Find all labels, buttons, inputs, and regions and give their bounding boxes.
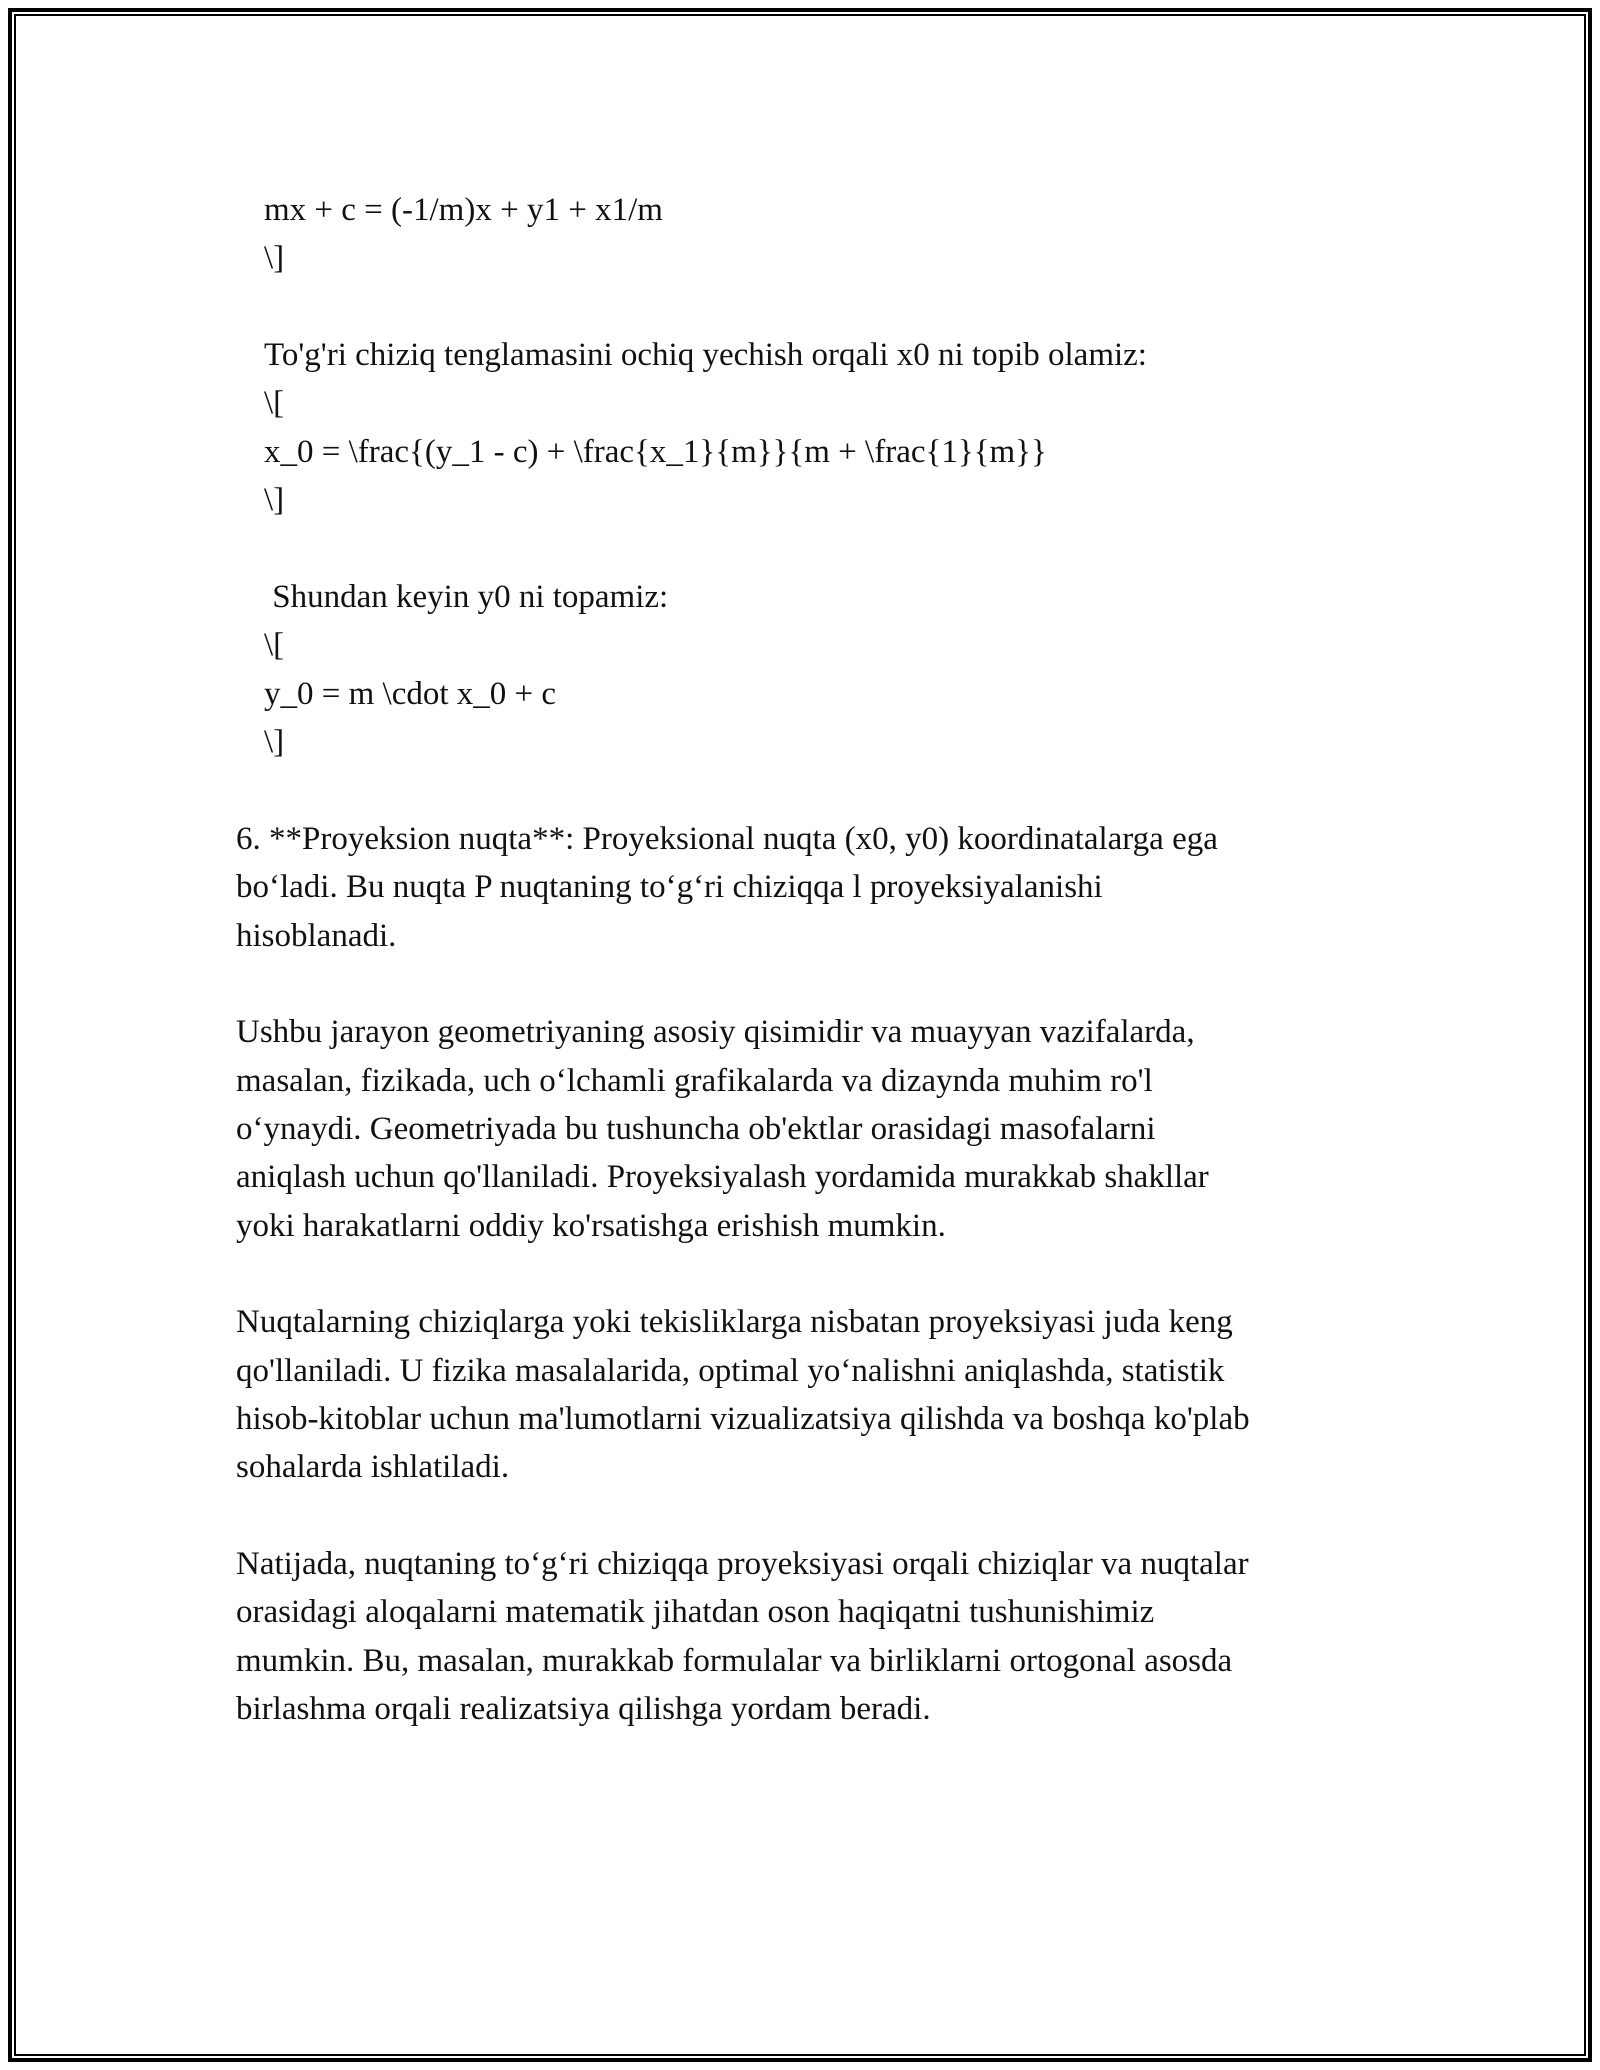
paragraph-line: 6. **Proyeksion nuqta**: Proyeksional nuqta (x0, y0) koordinatalarga ega [236, 821, 1218, 857]
display-math-open: \[ [264, 627, 285, 663]
formula-y0: y_0 = m \cdot x_0 + c [264, 676, 557, 712]
formula-x0: x_0 = \frac{(y_1 - c) + \frac{x_1}{m}}{m + \frac{1}{m}} [264, 434, 1047, 470]
formula-intro-text: Shundan keyin y0 ni topamiz: [264, 579, 669, 615]
paragraph-line: aniqlash uchun qo'llaniladi. Proyeksiyalash yordamida murakkab shakllar [236, 1159, 1209, 1195]
paragraph-line: yoki harakatlarni oddiy ko'rsatishga erishish mumkin. [236, 1208, 946, 1244]
paragraph-line: qo'llaniladi. U fizika masalalarida, optimal yo‘nalishni aniqlashda, statistik [236, 1353, 1225, 1389]
display-math-close: \] [264, 482, 285, 518]
display-math-close: \] [264, 724, 285, 760]
paragraph-line: Ushbu jarayon geometriyaning asosiy qisimidir va muayyan vazifalarda, [236, 1014, 1195, 1050]
paragraph-line: hisoblanadi. [236, 918, 397, 954]
display-math-close: \] [264, 240, 285, 276]
display-math-open: \[ [264, 385, 285, 421]
paragraph-line: sohalarda ishlatiladi. [236, 1449, 510, 1485]
paragraph-line: bo‘ladi. Bu nuqta P nuqtaning to‘g‘ri chiziqqa l proyeksiyalanishi [236, 869, 1103, 905]
paragraph-line: orasidagi aloqalarni matematik jihatdan oson haqiqatni tushunishimiz [236, 1594, 1155, 1630]
paragraph-line: hisob-kitoblar uchun ma'lumotlarni vizualizatsiya qilishda va boshqa ko'plab [236, 1401, 1250, 1437]
formula-intro-text: To'g'ri chiziq tenglamasini ochiq yechish orqali x0 ni topib olamiz: [264, 337, 1147, 373]
paragraph-line: masalan, fizikada, uch o‘lchamli grafikalarda va dizaynda muhim ro'l [236, 1063, 1153, 1099]
paragraph-line: o‘ynaydi. Geometriyada bu tushuncha ob'ektlar orasidagi masofalarni [236, 1111, 1156, 1147]
paragraph-line: Nuqtalarning chiziqlarga yoki tekisliklarga nisbatan proyeksiyasi juda keng [236, 1304, 1233, 1340]
paragraph-line: Natijada, nuqtaning to‘g‘ri chiziqqa proyeksiyasi orqali chiziqlar va nuqtalar [236, 1546, 1249, 1582]
equation-line: mx + c = (-1/m)x + y1 + x1/m [264, 192, 663, 228]
paragraph-line: birlashma orqali realizatsiya qilishga yordam beradi. [236, 1691, 931, 1727]
paragraph-line: mumkin. Bu, masalan, murakkab formulalar va birliklarni ortogonal asosda [236, 1643, 1233, 1679]
